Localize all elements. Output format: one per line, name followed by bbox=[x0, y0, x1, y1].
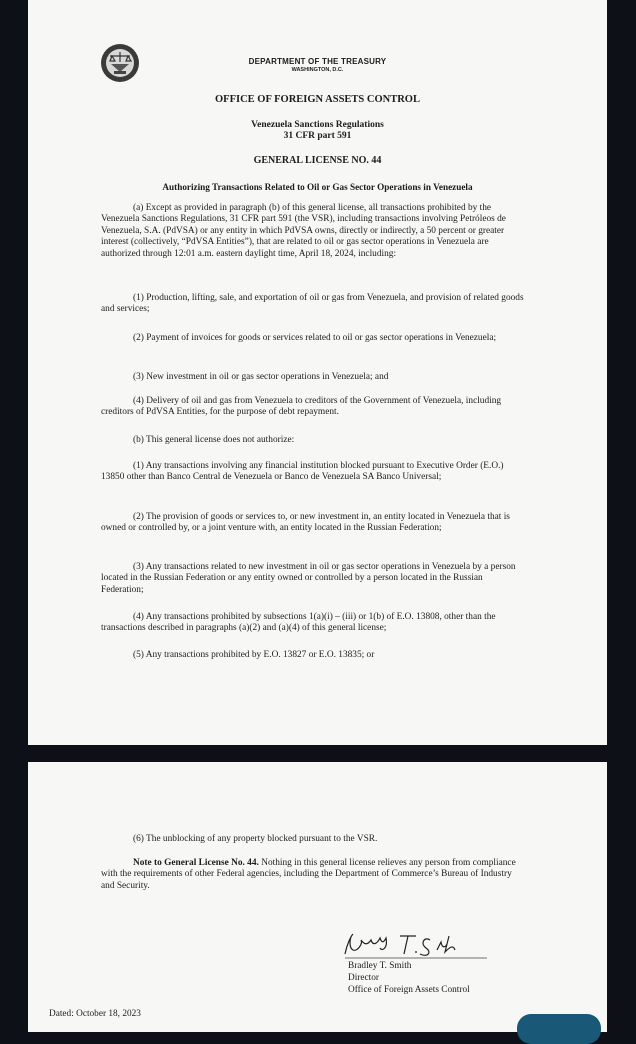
paragraph-a: (a) Except as provided in paragraph (b) of this general license, all transactions prohibited by the Venezuela Sanctions Regulations, 31 CFR part 591 (the VSR), including transactions involving Petróleos de Venezuela, S.A. (PdVSA) or any entity in which PdVSA owns, directly or indirectly, a 50 percent or greater interest (collectively, “PdVSA Entities”), that are related to oil or gas sector operations in Venezuela are authorized through 12:01 a.m. eastern daylight time, April 18, 2024, including: bbox=[101, 203, 506, 259]
note-text: Nothing in this general license relieves any person from compliance with the requirements of other Federal agencies, including the Department of Commerce’s Bureau of Industry and Security. bbox=[101, 858, 516, 891]
paragraph-b4: (4) Any transactions prohibited by subsections 1(a)(i) – (iii) or 1(b) of E.O. 13808, other than the transactions described in paragraphs (a)(2) and (a)(4) of this general license; bbox=[101, 612, 496, 634]
paragraph-a2: (2) Payment of invoices for goods or services related to oil or gas sector operations in Venezuela; bbox=[133, 333, 497, 343]
paragraph-b3: (3) Any transactions related to new investment in oil or gas sector operations in Venezuela by a person located in the Russian Federation or any entity owned or controlled by a person located in the Russian Federation; bbox=[101, 562, 516, 595]
document-page-1 bbox=[28, 0, 607, 745]
paragraph-b6: (6) The unblocking of any property blocked pursuant to the VSR. bbox=[133, 834, 378, 844]
signatory-office: Office of Foreign Assets Control bbox=[348, 985, 470, 995]
signatory-name: Bradley T. Smith bbox=[348, 961, 412, 971]
paragraph-a3: (3) New investment in oil or gas sector operations in Venezuela; and bbox=[133, 372, 389, 382]
document-page-2 bbox=[28, 762, 607, 1032]
dated-line: Dated: October 18, 2023 bbox=[49, 1009, 141, 1019]
department-heading: DEPARTMENT OF THE TREASURY bbox=[248, 57, 387, 66]
location-heading: WASHINGTON, D.C. bbox=[291, 67, 344, 73]
floating-action-button[interactable] bbox=[517, 1014, 601, 1044]
signature-image bbox=[315, 922, 490, 962]
paragraph-b5: (5) Any transactions prohibited by E.O. 13827 or E.O. 13835; or bbox=[133, 650, 375, 660]
regulation-name: Venezuela Sanctions Regulations bbox=[251, 120, 384, 130]
regulation-heading bbox=[28, 120, 607, 142]
signatory-title: Director bbox=[348, 973, 379, 983]
paragraph-a1: (1) Production, lifting, sale, and exportation of oil or gas from Venezuela, and provision of related goods and services; bbox=[101, 293, 524, 315]
paragraph-b1: (1) Any transactions involving any financial institution blocked pursuant to Executive Order (E.O.) 13850 other than Banco Central de Venezuela or Banco de Venezuela SA Banco Universal; bbox=[101, 461, 504, 483]
license-subtitle: Authorizing Transactions Related to Oil or Gas Sector Operations in Venezuela bbox=[162, 182, 473, 192]
signatory-block bbox=[348, 960, 470, 996]
paragraph-a4: (4) Delivery of oil and gas from Venezuela to creditors of the Government of Venezuela, including creditors of PdVSA Entities, for the purpose of debt repayment. bbox=[101, 396, 502, 418]
cfr-reference: 31 CFR part 591 bbox=[283, 131, 352, 141]
note-label: Note to General License No. 44. bbox=[133, 858, 259, 868]
office-heading: OFFICE OF FOREIGN ASSETS CONTROL bbox=[215, 94, 420, 105]
license-title: GENERAL LICENSE NO. 44 bbox=[253, 155, 382, 166]
note-paragraph bbox=[101, 858, 527, 892]
paragraph-b2: (2) The provision of goods or services to, or new investment in, an entity located in Venezuela that is owned or controlled by, or a joint venture with, an entity located in the Russian Federation; bbox=[101, 512, 510, 534]
paragraph-b: (b) This general license does not authorize: bbox=[133, 435, 295, 445]
